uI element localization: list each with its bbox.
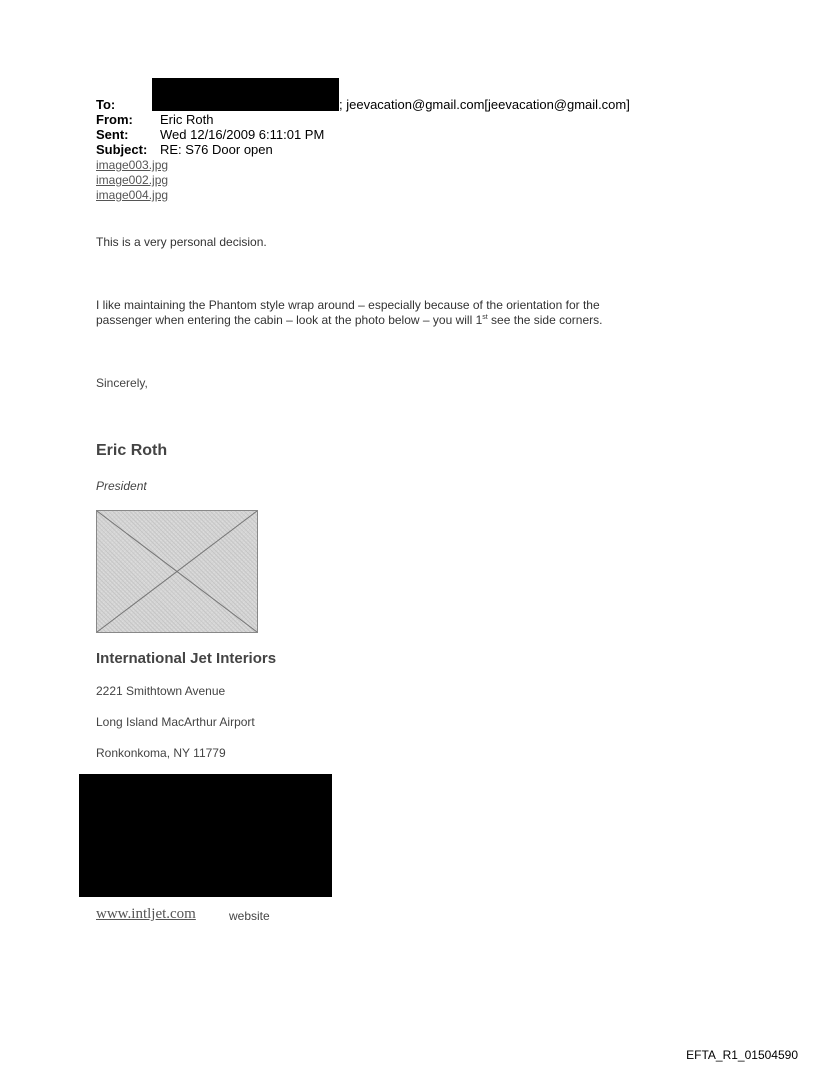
signature-name: Eric Roth <box>96 442 168 459</box>
address-line: Long Island MacArthur Airport <box>96 715 255 729</box>
subject-value: RE: S76 Door open <box>160 142 273 157</box>
redaction-block-to <box>152 78 339 111</box>
company-name: International Jet Interiors <box>96 650 277 667</box>
website-label: website <box>229 909 270 923</box>
body-paragraph-line: I like maintaining the Phantom style wrap around – especially because of the orientation for the <box>96 298 600 312</box>
attachment-link[interactable]: image003.jpg <box>96 158 169 172</box>
ordinal-suffix: st <box>482 314 488 321</box>
attachment-link[interactable]: image002.jpg <box>96 173 169 187</box>
signature-title: President <box>96 479 147 493</box>
image-cross-icon <box>97 511 257 632</box>
document-id: EFTA_R1_01504590 <box>686 1048 798 1062</box>
attachment-link[interactable]: image004.jpg <box>96 188 169 202</box>
website-link[interactable]: www.intljet.com <box>96 906 196 922</box>
body-paragraph: This is a very personal decision. <box>96 235 267 249</box>
address-line: Ronkonkoma, NY 11779 <box>96 746 226 760</box>
from-value: Eric Roth <box>160 112 214 127</box>
subject-label: Subject: <box>96 142 148 157</box>
from-label: From: <box>96 112 133 127</box>
to-value: ; jeevacation@gmail.com[jeevacation@gmail.com] <box>339 97 630 112</box>
to-label: To: <box>96 97 116 112</box>
address-line: 2221 Smithtown Avenue <box>96 684 226 698</box>
sent-value: Wed 12/16/2009 6:11:01 PM <box>160 127 325 142</box>
sent-label: Sent: <box>96 127 129 142</box>
body-paragraph-line <box>96 313 602 328</box>
broken-image-placeholder <box>96 510 258 633</box>
closing: Sincerely, <box>96 376 148 390</box>
body-text-segment: see the side corners. <box>487 313 603 327</box>
redaction-block-contact <box>79 774 332 897</box>
body-text-segment: passenger when entering the cabin – look at the photo below – you will 1 <box>96 313 483 327</box>
